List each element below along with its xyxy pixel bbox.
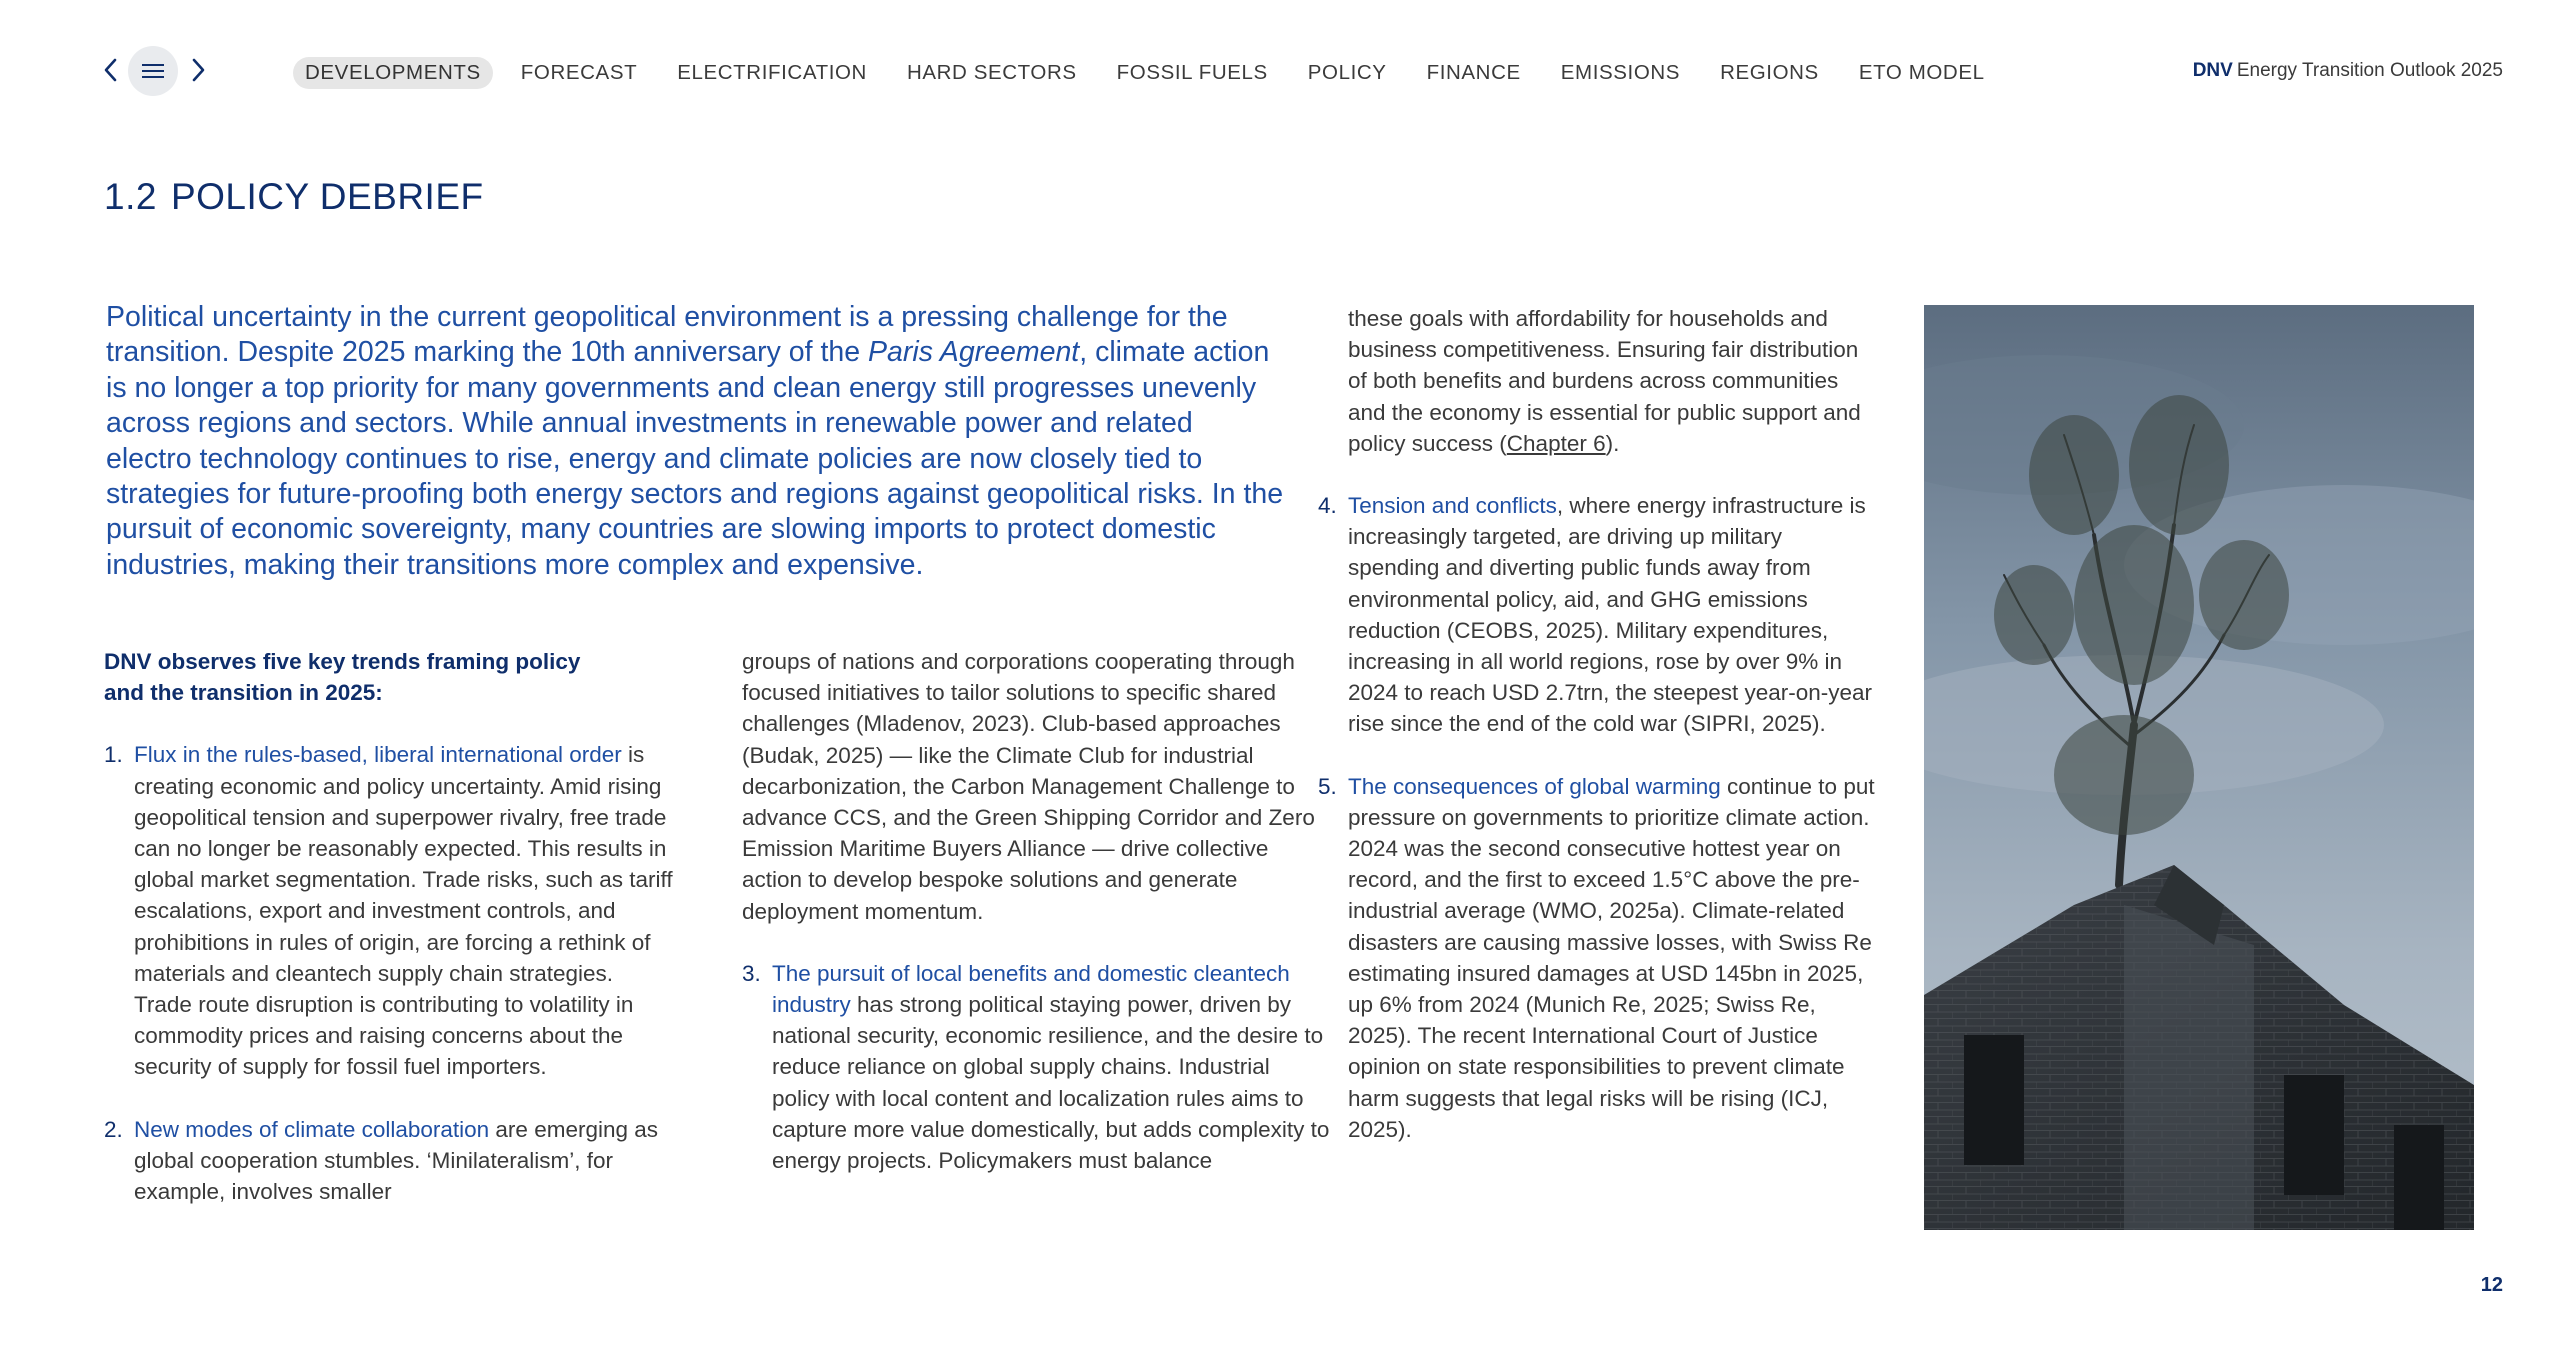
list-number: 1. <box>104 742 123 768</box>
hamburger-menu-icon[interactable] <box>128 46 178 96</box>
chapter-6-link[interactable]: Chapter 6 <box>1506 430 1606 456</box>
intro-paragraph <box>106 300 1286 583</box>
tab-developments[interactable]: DEVELOPMENTS <box>293 57 493 89</box>
continuation-text-end: ). <box>1605 430 1620 456</box>
text-column-3 <box>1318 303 1878 1145</box>
tab-forecast[interactable]: FORECAST <box>520 61 638 84</box>
tab-hard-sectors[interactable]: HARD SECTORS <box>906 61 1077 84</box>
tab-fossil-fuels[interactable]: FOSSIL FUELS <box>1116 61 1268 84</box>
chevron-left-icon[interactable] <box>96 52 126 88</box>
section-title: POLICY DEBRIEF <box>170 176 484 217</box>
list-item-heading: Flux in the rules-based, liberal international order <box>134 742 622 768</box>
list-item <box>104 1114 674 1208</box>
list-number: 2. <box>104 1116 123 1142</box>
list-item-continuation: groups of nations and corporations cooperating through focused initiatives to tailor solutions to specific shared challenges (Mladenov, 2023). Club-based approaches (Budak, 2025) — like the Climate Club for industrial decarbonization, the Carbon Management Challenge to advance CCS, and the Green Shipping Corridor and Zero Emission Maritime Buyers Alliance — drive collective action to develop bespoke solutions and generate deployment momentum. <box>742 649 1315 924</box>
list-item-text: has strong political staying power, driven by national security, economic resilience, and the desire to reduce reliance on global supply chains. Industrial policy with local content and localization rules aims to capture more value domestically, but adds complexity to energy projects. Policymakers must balance <box>772 992 1330 1174</box>
list-number: 3. <box>742 960 761 986</box>
list-item <box>742 958 1332 1176</box>
chapter-tabs <box>293 56 2013 90</box>
tab-finance[interactable]: FINANCE <box>1426 61 1521 84</box>
continuation-text: these goals with affordability for households and business competitiveness. Ensuring fair distribution of both benefits and burdens across communities and the economy is essential for public support and policy success ( <box>1348 306 1861 456</box>
list-item <box>104 739 674 1082</box>
intro-text-end: , climate action is no longer a top priority for many governments and clean energy still progresses unevenly across regions and sectors. While annual investments in renewable power and related electro technology continues to rise, energy and climate policies are now closely tied to strategies for future-proofing both energy sectors and regions against geopolitical risks. In the pursuit of economic sovereignty, many countries are slowing imports to protect domestic industries, making their transitions more complex and expensive. <box>106 336 1284 581</box>
tab-policy[interactable]: POLICY <box>1307 61 1387 84</box>
list-item-continuation <box>1318 303 1878 459</box>
text-column-1 <box>104 646 674 1207</box>
report-title: Energy Transition Outlook 2025 <box>2236 60 2503 81</box>
list-item-text: are emerging as global cooperation stumbles. ‘Minilateralism’, for example, involves smaller <box>134 1116 659 1205</box>
tab-eto-model[interactable]: ETO MODEL <box>1858 61 1985 84</box>
list-item <box>1318 771 1878 1145</box>
list-number: 4. <box>1318 493 1337 519</box>
section-number: 1.2 <box>104 176 157 217</box>
tab-emissions[interactable]: EMISSIONS <box>1560 61 1681 84</box>
intro-italic-title: Paris Agreement <box>868 336 1080 369</box>
list-item <box>1318 490 1878 740</box>
page-number: 12 <box>2480 1274 2503 1296</box>
list-item-heading: The pursuit of local benefits and domestic cleantech industry <box>772 960 1290 1018</box>
tab-electrification[interactable]: ELECTRIFICATION <box>677 61 867 84</box>
text-column-2 <box>742 646 1332 1176</box>
dnv-logo: DNV <box>2192 60 2233 81</box>
ruined-building-tree-photo <box>1924 305 2474 1230</box>
list-number: 5. <box>1318 773 1337 799</box>
top-navigation-bar <box>0 0 2551 140</box>
report-brand <box>2193 60 2503 82</box>
list-item-text: , where energy infrastructure is increasingly targeted, are driving up military spending and diverting public funds away from environmental policy, aid, and GHG emissions reduction (CEOBS, 2025). Military expenditures, increasing in all world regions, rose by over 9% in 2024 to reach USD 2.7trn, the steepest year-on-year rise since the end of the cold war (SIPRI, 2025). <box>1348 493 1873 737</box>
list-item-text: continue to put pressure on governments to prioritize climate action. 2024 was the second consecutive hottest year on record, and the first to exceed 1.5°C above the pre-industrial average (WMO, 2025a). Climate-related disasters are causing massive losses, with Swiss Re estimating insured damages at USD 145bn in 2025, up 6% from 2024 (Munich Re, 2025; Swiss Re, 2025). The recent International Court of Justice opinion on state responsibilities to prevent climate harm suggests that legal risks will be rising (ICJ, 2025). <box>1348 773 1875 1142</box>
list-item-text: is creating economic and policy uncertainty. Amid rising geopolitical tension and superpower rivalry, free trade can no longer be reasonably expected. This results in global market segmentation. Trade risks, such as tariff escalations, export and investment controls, and prohibitions in rules of origin, are forcing a rethink of materials and cleantech supply chain strategies. Trade route disruption is contributing to volatility in commodity prices and raising concerns about the security of supply for fossil fuel importers. <box>134 742 673 1080</box>
list-item-heading: Tension and conflicts <box>1348 493 1557 519</box>
list-item-heading: The consequences of global warming <box>1348 773 1721 799</box>
chevron-right-icon[interactable] <box>183 52 213 88</box>
tab-regions[interactable]: REGIONS <box>1720 61 1819 84</box>
trends-lead: DNV observes five key trends framing policy and the transition in 2025: <box>104 649 581 706</box>
section-heading <box>104 176 484 218</box>
list-item-heading: New modes of climate collaboration <box>134 1116 490 1142</box>
intro-text-start: Political uncertainty in the current geopolitical environment is a pressing challenge for the transition. Despite 2025 marking the 10th anniversary of the <box>106 301 1228 369</box>
